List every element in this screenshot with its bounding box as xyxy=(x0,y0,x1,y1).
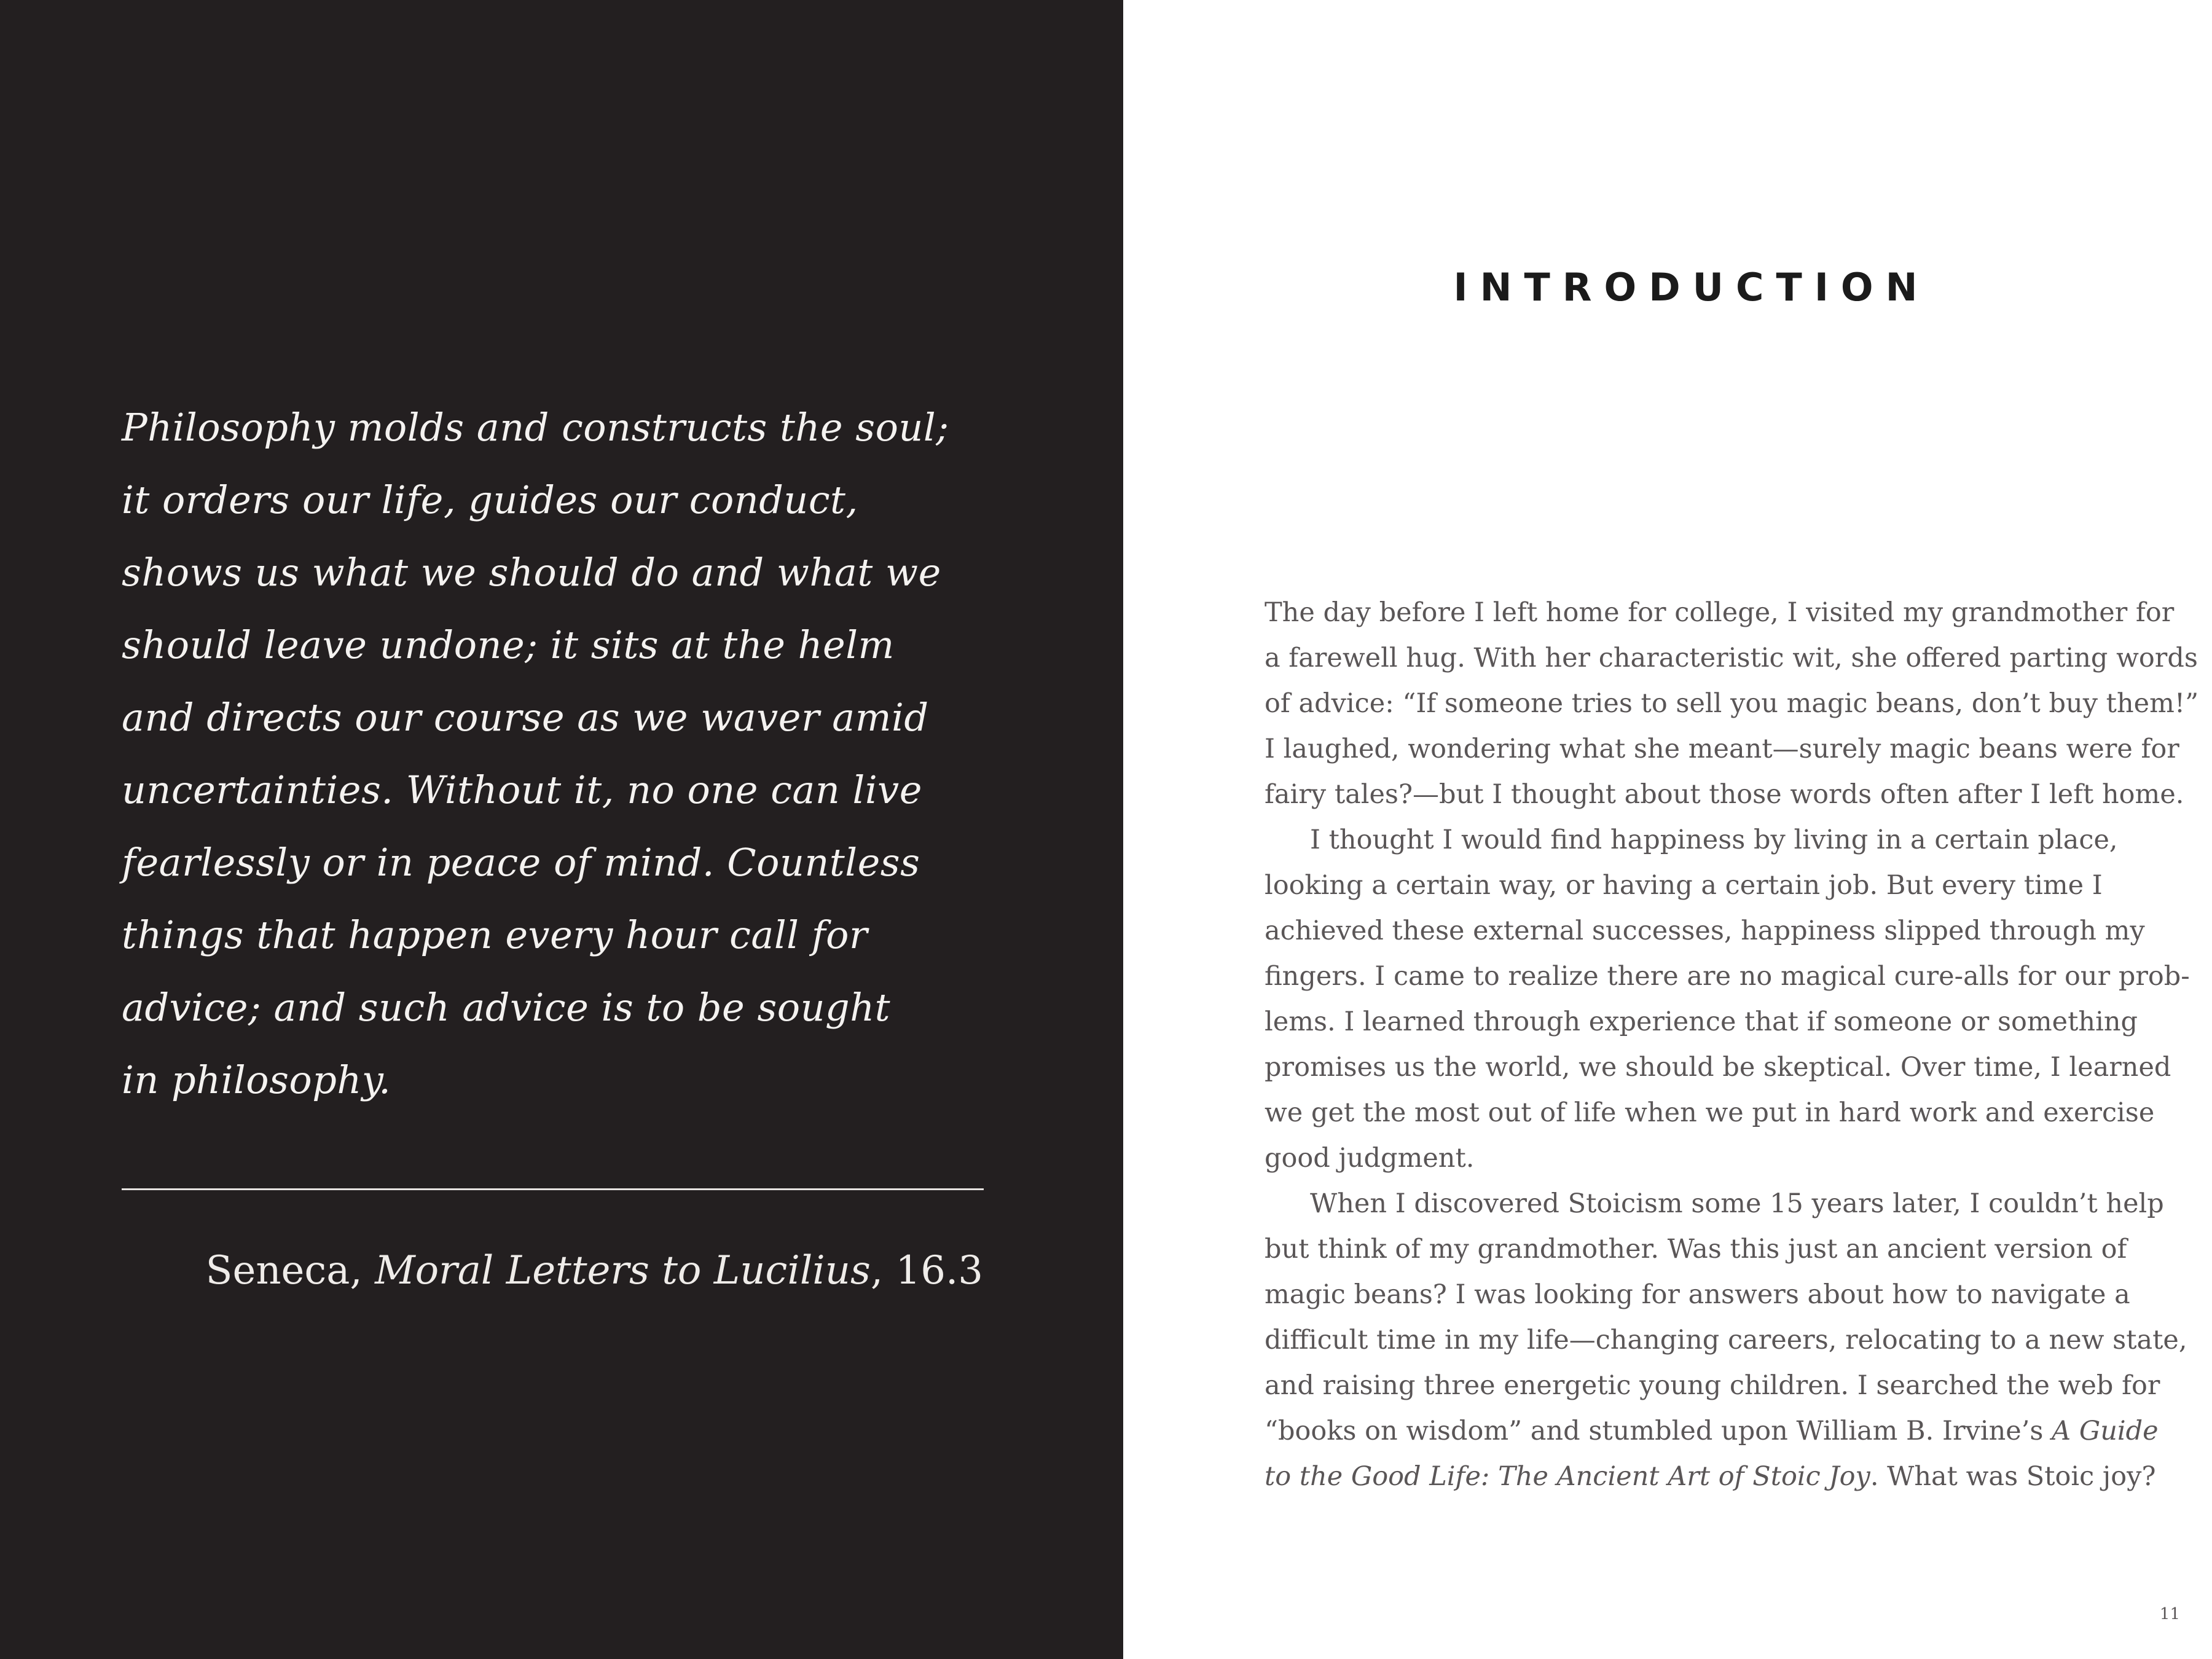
epigraph-line: things that happen every hour call for xyxy=(122,912,868,957)
introduction-body xyxy=(1265,590,2199,1499)
body-line: but think of my grandmother. Was this just an ancient version of xyxy=(1265,1234,2127,1265)
body-line: and raising three energetic young children. I searched the web for xyxy=(1265,1370,2160,1401)
attribution-reference: , 16.3 xyxy=(870,1248,983,1293)
attribution-author: Seneca, xyxy=(205,1248,375,1293)
book-title-part: A Guide xyxy=(2052,1416,2159,1446)
body-line: a farewell hug. With her characteristic wit, she offered parting words xyxy=(1265,643,2198,673)
epigraph-attribution xyxy=(206,1240,983,1301)
body-line: promises us the world, we should be skeptical. Over time, I learned xyxy=(1265,1052,2171,1083)
body-line: fingers. I came to realize there are no magical cure-alls for our prob- xyxy=(1265,961,2190,992)
epigraph-line: should leave undone; it sits at the helm xyxy=(122,622,895,667)
epigraph-line: and directs our course as we waver amid xyxy=(122,695,929,740)
body-line: of advice: “If someone tries to sell you magic beans, don’t buy them!” xyxy=(1265,688,2199,719)
epigraph-line: shows us what we should do and what we xyxy=(122,550,941,595)
body-line xyxy=(1265,1454,2156,1499)
body-line: fairy tales?—but I thought about those words often after I left home. xyxy=(1265,779,2184,810)
body-line: we get the most out of life when we put in hard work and exercise xyxy=(1265,1097,2155,1128)
body-line-text: . What was Stoic joy? xyxy=(1870,1461,2156,1492)
chapter-heading: INTRODUCTION xyxy=(1453,265,1930,310)
book-title-part: to the Good Life: The Ancient Art of Stoic Joy xyxy=(1265,1461,1870,1492)
epigraph-line: fearlessly or in peace of mind. Countless xyxy=(122,840,920,885)
body-line: I thought I would find happiness by living in a certain place, xyxy=(1310,825,2118,855)
epigraph-line: advice; and such advice is to be sought xyxy=(122,985,891,1030)
body-line: good judgment. xyxy=(1265,1143,1475,1174)
page-number: 11 xyxy=(2159,1605,2180,1623)
body-line: The day before I left home for college, I visited my grandmother for xyxy=(1265,597,2175,628)
body-line: I laughed, wondering what she meant—surely magic beans were for xyxy=(1265,734,2179,764)
attribution-work-title: Moral Letters to Lucilius xyxy=(375,1248,871,1293)
body-line: magic beans? I was looking for answers about how to navigate a xyxy=(1265,1279,2130,1310)
body-line: achieved these external successes, happiness slipped through my xyxy=(1265,916,2145,946)
epigraph-quote xyxy=(122,391,994,1116)
body-line: difficult time in my life—changing careers, relocating to a new state, xyxy=(1265,1325,2187,1355)
epigraph-line: Philosophy molds and constructs the soul; xyxy=(122,405,949,450)
body-line: looking a certain way, or having a certain job. But every time I xyxy=(1265,870,2103,901)
body-line xyxy=(1265,1408,2159,1454)
body-line-text: “books on wisdom” and stumbled upon William B. Irvine’s xyxy=(1265,1416,2052,1446)
body-line: lems. I learned through experience that if someone or something xyxy=(1265,1006,2138,1037)
body-line: When I discovered Stoicism some 15 years later, I couldn’t help xyxy=(1310,1188,2164,1219)
epigraph-divider xyxy=(122,1188,984,1190)
epigraph-line: it orders our life, guides our conduct, xyxy=(122,477,858,522)
epigraph-line: in philosophy. xyxy=(122,1057,391,1102)
epigraph-line: uncertainties. Without it, no one can live xyxy=(122,767,922,812)
